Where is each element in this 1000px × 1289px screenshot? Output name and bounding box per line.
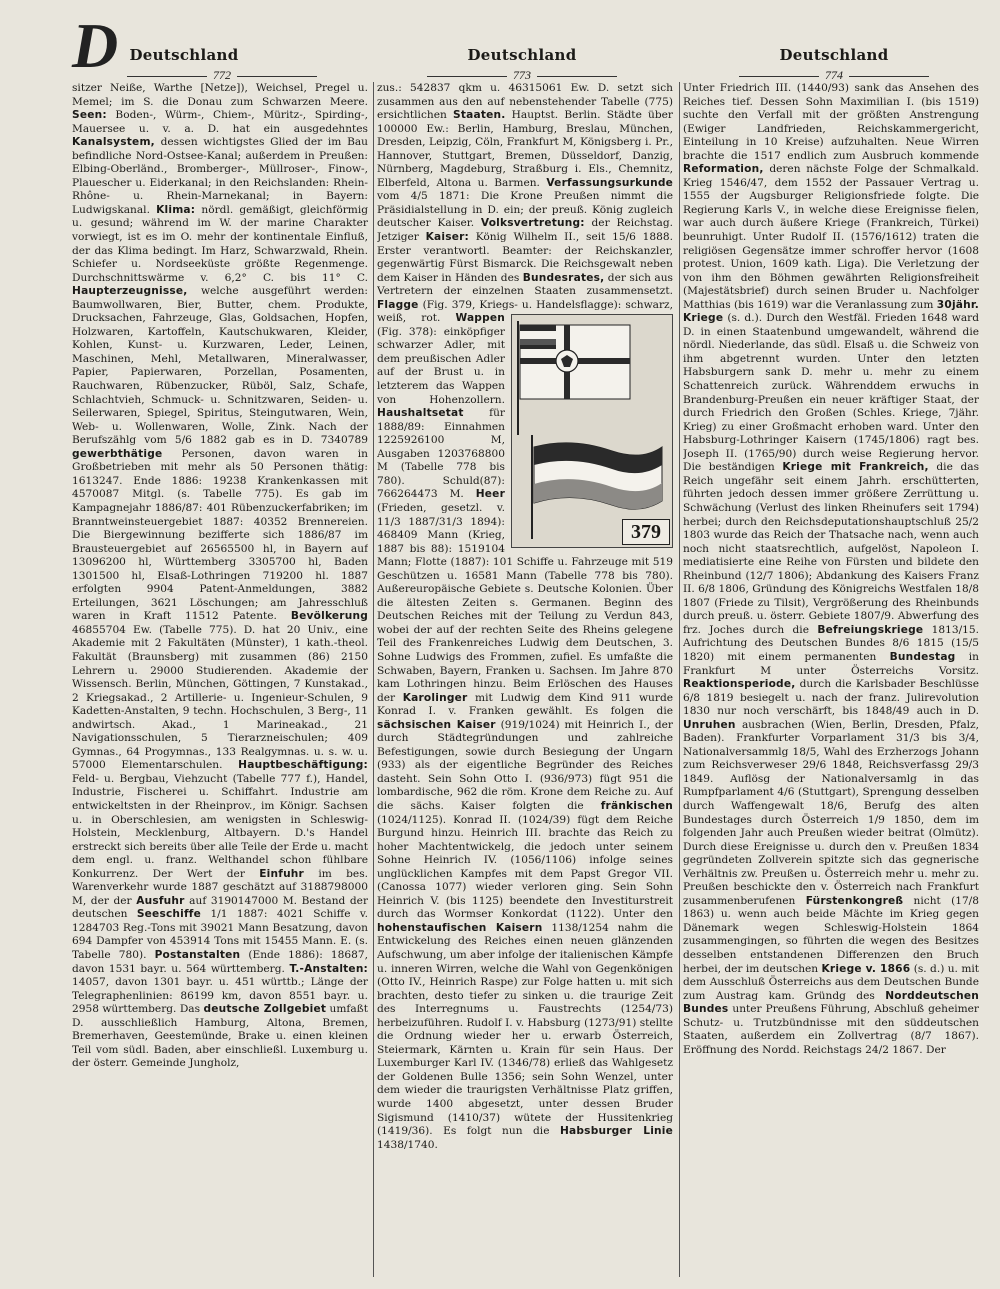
body-text: zus.: 542837 qkm u. 46315061 Ew. D. setzt sich zusammen aus den auf nebenstehender Tabelle (775) ersichtlichen (377, 82, 673, 122)
keyword-heading: deutsche Zollgebiet (203, 1003, 327, 1016)
flags-figure (511, 314, 673, 548)
body-text: der Reichstag. Jetziger (377, 217, 673, 244)
divider (127, 76, 207, 77)
body-text: die das Reich ungefähr seit einem Jahrh. erschütterten, führten jedoch dessen immer größere Zerrüttung u. Schwächung (Verlust des linken Rheinufers seit 1794) herbei; durch den Reichsdeputationshauptschluß 25/2 1803 wurde das Reich der Thatsache nach, wenn auch noch nicht staatsrechtlich, aufgelöst, Napoleon I. mediatisierte eine Reihe von Fürsten und bildete den Rheinbund (12/7 1806); Abdankung des Kaisers Franz II. 6/8 1806, Gründung des Königreichs Westfalen 18/8 1807 (Friede zu Tilsit), Vergrößerung des Rheinbunds durch preuß. u. österr. Gebiete 1807/9. Abwerfung des frz. Joches durch die (683, 461, 979, 636)
entry-text (377, 82, 673, 1152)
keyword-heading: Bundesrates, (522, 271, 605, 284)
body-text: (Ende 1886): 18687, davon 1531 bayr. u. 564 württemberg. (72, 949, 368, 975)
keyword-heading: fränkischen (600, 799, 673, 812)
body-text: 14057, davon 1301 bayr. u. 451 württb.; Länge der Telegraphenlinien: 86199 km, davon 8551 bayr. u. 2958 württemberg. Das (72, 976, 368, 1016)
running-head-left: Deutschland (129, 46, 239, 64)
keyword-heading: Volksvertretung: (480, 217, 585, 230)
keyword-heading: gewerbthätige (72, 447, 163, 460)
body-text: Feld- u. Bergbau, Viehzucht (Tabelle 777 f.), Handel, Industrie, Fischerei u. Schiffahrt. Industrie am entwickeltsten in der Rheinprov., im Königr. Sachsen u. in Oberschlesien, am wenigsten in Schleswig-Holstein, Mecklenburg, Altbayern. D.'s Handel erstreckt sich bereits über alle Teile der Erde u. macht dem engl. u. franz. Welthandel schon fühlbare Konkurrenz. Der Wert der (72, 772, 368, 880)
body-text: durch die Karlsbader Beschlüsse 6/8 1819 besiegelt u. nach der franz. Julirevolution 1830 nur noch verschärft, bis 1848/49 auch in D. (683, 678, 979, 718)
keyword-heading: Norddeutschen Bundes (683, 989, 979, 1016)
body-text: deren nächste Folge der Schmalkald. Krieg 1546/47, dem 1552 der Passauer Vertrag u. 1555 der Augsburger Religionsfriede folgte. Die Regierung Karls V., in welche diese Ereignisse fielen, war auch durch äußere Kriege (Frankreich, Türkei) beunruhigt. Unter Rudolf II. (1576/1612) traten die religiösen Gegensätze immer schroffer hervor (1608 protest. Union, 1609 kath. Liga). Die Verletzung der von ihm den Böhmen gewährten Religionsfreiheit (Majestätsbrief) durch seinen Bruder u. Nachfolger Matthias (bis 1619) war die Veranlassung zum (683, 163, 979, 311)
body-text: dessen wichtigstes Glied der im Bau befindliche Nord-Ostsee-Kanal; außerdem in Preußen: Elbing-Oberländ., Bromberger-, Müllroser-, Finow-, Plauescher u. Eiderkanal; in den Reichslanden: Rhein-Rhône- u. Rhein-Marnekanal; in Bayern: Ludwigskanal. (72, 136, 368, 216)
body-text: (Frieden, gesetzl. v. 11/3 1887/31/3 1894): 468409 Mann (Krieg, 1887 bis 88): 1519104 Mann; Flotte (1887): 101 Schiffe u. Fahrzeuge mit 519 Geschützen u. 16581 Mann (Tabelle 778 bis 780). Außereuropäische Gebiete s. Deutsche Kolonien. Über die ältesten Zeiten s. Germanen. Beginn des Deutschen Reiches mit der Teilung zu Verdun 843, wobei der auf der rechten Seite des Rheins gelegene Teil des Frankenreiches Ludwig dem Deutschen, 3. Sohne Ludwigs des Frommen, zufiel. Es umfaßte die Schwaben, Bayern, Franken u. Sachsen. Im Jahre 870 kam Lothringen hinzu. Beim Erlöschen des Hauses der (377, 501, 673, 704)
body-text: sitzer Neiße, Warthe [Netze]), Weichsel, Pregel u. Memel; im S. die Donau zum Schwarzen Meere. (72, 82, 368, 108)
ensign-canton-stripe (520, 331, 556, 339)
body-text: (s. d.). Durch den Westfäl. Frieden 1648 ward D. in einen Staatenbund umgewandelt, während die nördl. Niederlande, das südl. Elsaß u. die Schweiz von ihm abgetrennt wurden. Unter den letzten Habsburgern sank D. mehr u. mehr zu einem Schattenreich zurück. Währenddem erwuchs in Brandenburg-Preußen ein neuer kräftiger Staat, der durch Friedrich den Großen (Schles. Kriege, 7jähr. Krieg) zu einer Großmacht erhoben ward. Unter den Habsburg-Lothringer Kaisern (1745/1806) ragt bes. Joseph II. (1765/90) durch weise Regierung hervor. Die beständigen (683, 312, 979, 474)
keyword-heading: Postanstalten (154, 949, 241, 961)
body-text: (Fig. 379, Kriegs- u. Handelsflagge): schwarz, weiß, rot. (377, 298, 673, 325)
keyword-heading: Unruhen (683, 718, 736, 731)
entry-text (72, 82, 368, 1071)
keyword-heading: Bundestag (889, 650, 956, 663)
flag-illustration (512, 315, 672, 547)
page-number-center (372, 68, 672, 82)
figure-number: 379 (622, 519, 670, 545)
body-text: (919/1024) mit Heinrich I., der durch Städtegründungen und zahlreiche Befestigungen, sowie durch Besiegung der Ungarn (933) als der eigentliche Begründer des Reiches dasteht. Sein Sohn Otto I. (936/973) fügt 951 die lombardische, 962 die röm. Krone dem Reiche zu. Auf die sächs. Kaiser folgten die (377, 718, 673, 812)
page-number-label: 773 (513, 68, 531, 82)
body-text: König Wilhelm II., seit 15/6 1888. Erster verantwortl. Beamter: der Reichskanzler, gegenwärtig Fürst Bismarck. Die Reichsgewalt neben dem Kaiser in Händen des (377, 231, 673, 284)
body-text: ausbrachen (Wien, Berlin, Dresden, Pfalz, Baden). Frankfurter Vorparlament 31/3 bis 3/4, Nationalversammlg 18/5, Wahl des Erzherzogs Johann zum Reichsverweser 29/6 1848, Reichsverfassg 29/3 1849. Auflösg der Nationalversamlg in das Rumpfparlament 4/6 (Stuttgart), Sprengung desselben durch Waffengewalt 18/6, Berufg des alten Bundestages durch Österreich 1/9 1850, dem im folgenden Jahr auch Preußen wieder beitrat (Olmütz). Durch diese Ereignisse u. durch den v. Preußen 1834 gegründeten Zollverein spitzte sich das gegnerische Verhältnis zw. Preußen u. Österreich mehr u. mehr zu. Preußen beschickte den v. Österreich nach Frankfurt zusammenberufenen (683, 718, 979, 907)
keyword-heading: Ausfuhr (136, 894, 185, 907)
body-text: 1/1 1887: 4021 Schiffe v. 1284703 Reg.-Tons mit 39021 Mann Besatzung, davon 694 Dampfer von 453914 Tons mit 15455 Mann. E. (s. Tabelle 780). (72, 908, 368, 961)
divider (537, 76, 617, 77)
body-text: unter Preußens Führung, Abschluß geheimer Schutz- u. Trutzbündnisse mit den süddeutschen Staaten, außerdem ein Zollvertrag (8/7 1867). Eröffnung des Nordd. Reichstags 24/2 1867. Der (683, 1003, 979, 1056)
body-text: (Fig. 378): einköpfiger schwarzer Adler, mit dem preußischen Adler auf der Brust u. in letzterem das Wappen von Hohenzollern. (377, 325, 505, 406)
keyword-heading: Flagge (377, 298, 419, 311)
keyword-heading: Kanalsystem, (72, 136, 155, 149)
body-text: 1138/1254 nahm die Entwickelung des Reiches einen neuen glänzenden Aufschwung, um aber infolge der italienischen Kämpfe u. inneren Wirren, welche die Wahl von Gegenkönigen (Otto IV., Heinrich Raspe) zur Folge hatten u. mit sich brachten, desto tiefer zu sinken u. die traurige Zeit des Interregnums u. Faustrechts (1254/73) herbeizuführen. Rudolf I. v. Habsburg (1273/91) stellte die Ordnung wieder her u. erwarb Österreich, Steiermark, Kärnten u. Krain für sein Haus. Der Luxemburger Karl IV. (1346/78) erließ das Wahlgesetz der Goldenen Bulle 1356; sein Sohn Wenzel, unter dem wieder die traurigsten Verhältnisse Platz griffen, wurde 1400 abgesetzt, unter dessen Bruder Sigismund (1410/37) wütete der Hussitenkrieg (1419/36). Es folgt nun die (377, 921, 673, 1138)
running-head-right: Deutschland (779, 46, 889, 64)
body-text: auf 3190147000 M. Bestand der deutschen (72, 894, 368, 921)
body-text: Personen, davon waren in Großbetrieben mit mehr als 50 Personen thätig: 1613247. Ende 1886: 19238 Krankenkassen mit 4570087 Mitgl. (s. Tabelle 775). Es gab im Kampagnejahr 1886/87: 401 Rübenzuckerfabriken; im Branntweinsteuergebiet 1887: 40352 Brennereien. Die Biergewinnung bezifferte sich 1886/87 im Brausteuergebiet auf 26565500 hl, in Bayern auf 13096200 hl, Württemberg 3305700 hl, Baden 1301500 hl, Elsaß-Lothringen 719200 hl. 1887 erfolgten 9904 Patent-Anmeldungen, 3882 Erteilungen, 3621 Löschungen; am Jahresschluß waren in Kraft 11512 Patente. (72, 447, 368, 623)
divider (849, 76, 929, 77)
body-text: (s. d.) u. mit dem Ausschluß Österreichs aus dem Deutschen Bunde zum Austrag kam. Gründg des (683, 962, 979, 1002)
body-text: 1438/1740. (377, 1138, 438, 1151)
keyword-heading: Einfuhr (259, 867, 304, 880)
keyword-heading: Reaktionsperiode, (683, 678, 796, 691)
body-text: welche ausgeführt werden: Baumwollwaren, Bier, Butter, chem. Produkte, Drucksachen, Fahrzeuge, Glas, Goldsachen, Hopfen, Holzwaren, Kartoffeln, Kautschukwaren, Kleider, Kohlen, Kunst- u. Kurzwaren, Leder, Leinen, Maschinen, Mehl, Metallwaren, Mineralwasser, Papier, Papierwaren, Porzellan, Posamenten, Rauchwaren, Rübenzucker, Rüböl, Salz, Schafe, Schlachtvieh, Schmuck- u. Schnitzwaren, Seiden- u. Seilerwaren, Spiegel, Spiritus, Steingutwaren, Wein, Web- u. Wollenwaren, Wolle, Zink. Nach der Berufszählg vom 5/6 1882 gab es in D. 7340789 (72, 285, 368, 447)
keyword-heading: 30jähr. Kriege (683, 298, 979, 325)
divider (739, 76, 819, 77)
page-number-right (684, 68, 984, 82)
body-text: mit Ludwig dem Kind 911 wurde Konrad I. v. Franken gewählt. Es folgen die (377, 691, 673, 718)
column-divider (373, 82, 374, 1277)
body-text: 46855704 Ew. (Tabelle 775). D. hat 20 Univ., eine Akademie mit 2 Fakultäten (Münster), 1 kath.-theol. Fakultät (Braunsberg) mit zusammen (86) 2150 Lehrern u. 29000 Studierenden. Akademie der Wissensch. Berlin, München, Göttingen, 7 Kunstakad., 2 Kriegsakad., 2 Artillerie- u. Ingenieur-Schulen, 9 Kadetten-Anstalten, 9 techn. Hochschulen, 3 Berg-, 11 andwirtsch. Akad., 1 Marineakad., 21 Navigationsschulen, 5 Tierarzneischulen; 409 Gymnas., 64 Progymnas., 133 Realgymnas. u. s. w. u. 57000 Elementarschulen. (72, 623, 368, 772)
keyword-heading: Kaiser: (425, 231, 469, 244)
keyword-heading: Klima: (156, 203, 196, 216)
keyword-heading: Seen: (72, 109, 107, 122)
column-center (377, 82, 673, 1277)
ensign-canton-stripe (520, 339, 556, 345)
keyword-heading: Kriege mit Frankreich, (782, 461, 929, 474)
keyword-heading: Bevölkerung (290, 610, 368, 623)
running-head-center: Deutschland (467, 46, 577, 64)
column-right (683, 82, 979, 1277)
body-text: 1813/15. Aufrichtung des Deutschen Bundes 8/6 1815 (15/5 1820) mit einem permanenten (683, 623, 979, 663)
keyword-heading: Hauptbeschäftigung: (238, 759, 368, 772)
section-letter: D (72, 10, 119, 81)
entry-text (683, 82, 979, 1057)
body-text: vom 4/5 1871: Die Krone Preußen nimmt die Präsidialstellung in D. ein; der preuß. König zugleich deutscher Kaiser. (377, 190, 673, 230)
body-text: umfaßt D. ausschließlich Hamburg, Altona, Bremen, Bremerhaven, Geestemünde, Brake u. einen kleinen Teil vom südl. Baden, aber einschließl. Luxemburg u. der österr. Gemeinde Jungholz, (72, 1003, 368, 1070)
body-text: Boden-, Würm-, Chiem-, Müritz-, Spirding-, Mauersee u. v. a. D. hat ein ausgedehntes (72, 109, 368, 135)
keyword-heading: Staaten. (453, 109, 506, 122)
column-divider (679, 82, 680, 1277)
body-text: in Frankfurt M unter Österreichs Vorsitz. (683, 650, 979, 677)
keyword-heading: sächsischen Kaiser (377, 718, 496, 731)
body-text: Unter Friedrich III. (1440/93) sank das Ansehen des Reiches tief. Dessen Sohn Maximilian I. (bis 1519) suchte den Verfall mit der größten Anstrengung (Ewiger Landfrieden, Reichskammergericht, Einteilung in 10 Kreise) aufzuhalten. Neue Wirren brachte die 1517 endlich zum Ausbruch kommende (683, 82, 979, 162)
page-number-label: 772 (213, 68, 231, 82)
keyword-heading: T.-Anstalten: (289, 962, 368, 975)
body-text: (1024/1125). Konrad II. (1024/39) fügt dem Reiche Burgund hinzu. Heinrich III. brachte das Reich zu hoher Machtentwickelg, die jedoch unter seinem Sohne Heinrich IV. (1056/1106) infolge seines unglücklichen Kampfes mit dem Papst Gregor VII. (Canossa 1077) wieder verloren ging. Sein Sohn Heinrich V. (bis 1125) beendete den Investiturstreit durch das Wormser Konkordat (1122). Unter den (377, 813, 673, 921)
keyword-heading: Haushaltsetat (377, 407, 464, 420)
column-left (72, 82, 368, 1277)
body-text: nicht (17/8 1863) u. wenn auch beide Mächte im Krieg gegen Dänemark wegen Schleswig-Holstein 1864 zusammengingen, so führten die wegen des Besitzes desselben entstandenen Differenzen den Bruch herbei, der im deutschen (683, 894, 979, 975)
page-number-label: 774 (825, 68, 843, 82)
keyword-heading: Haupterzeugnisse, (72, 285, 188, 298)
keyword-heading: Reformation, (683, 163, 764, 176)
keyword-heading: Wappen (455, 312, 505, 325)
keyword-heading: Fürstenkongreß (805, 894, 904, 907)
keyword-heading: hohenstaufischen Kaisern (377, 921, 543, 934)
divider (237, 76, 317, 77)
body-text: im bes. Warenverkehr wurde 1887 geschätzt auf 3188798000 M, der der (72, 867, 368, 907)
body-text: nördl. gemäßigt, gleichförmig u. gesund; während im W. der marine Charakter vorwiegt, ist es im O. mehr der kontinentale Einfluß, der das Klima bedingt. Im Harz, Schwarzwald, Rhein. Schiefer u. Nordseeküste größte Regenmenge. Durchschnittswärme v. 6,2° C. bis 11° C. (72, 203, 368, 284)
keyword-heading: Heer (475, 488, 505, 501)
keyword-heading: Befreiungskriege (817, 623, 924, 636)
body-text: Hauptst. Berlin. Städte über 100000 Ew.: Berlin, Hamburg, Breslau, München, Dresden, Leipzig, Cöln, Frankfurt M, Königsberg i. Pr., Hannover, Stuttgart, Bremen, Düsseldorf, Danzig, Nürnberg, Magdeburg, Straßburg i. Els., Chemnitz, Elberfeld, Altona u. Barmen. (377, 109, 673, 189)
keyword-heading: Kriege v. 1866 (821, 962, 911, 975)
body-text: der sich aus Vertretern der einzelnen Staaten zusammensetzt. (377, 271, 673, 298)
keyword-heading: Karolinger (402, 691, 468, 704)
divider (427, 76, 507, 77)
keyword-heading: Habsburger Linie (559, 1125, 673, 1138)
keyword-heading: Verfassungsurkunde (546, 176, 673, 189)
page-number-left (72, 68, 372, 82)
body-text: für 1888/89: Einnahmen 1225926100 M, Ausgaben 1203768800 M (Tabelle 778 bis 780). Schuld(87): 766264473 M. (377, 407, 505, 501)
keyword-heading: Seeschiffe (136, 908, 202, 921)
